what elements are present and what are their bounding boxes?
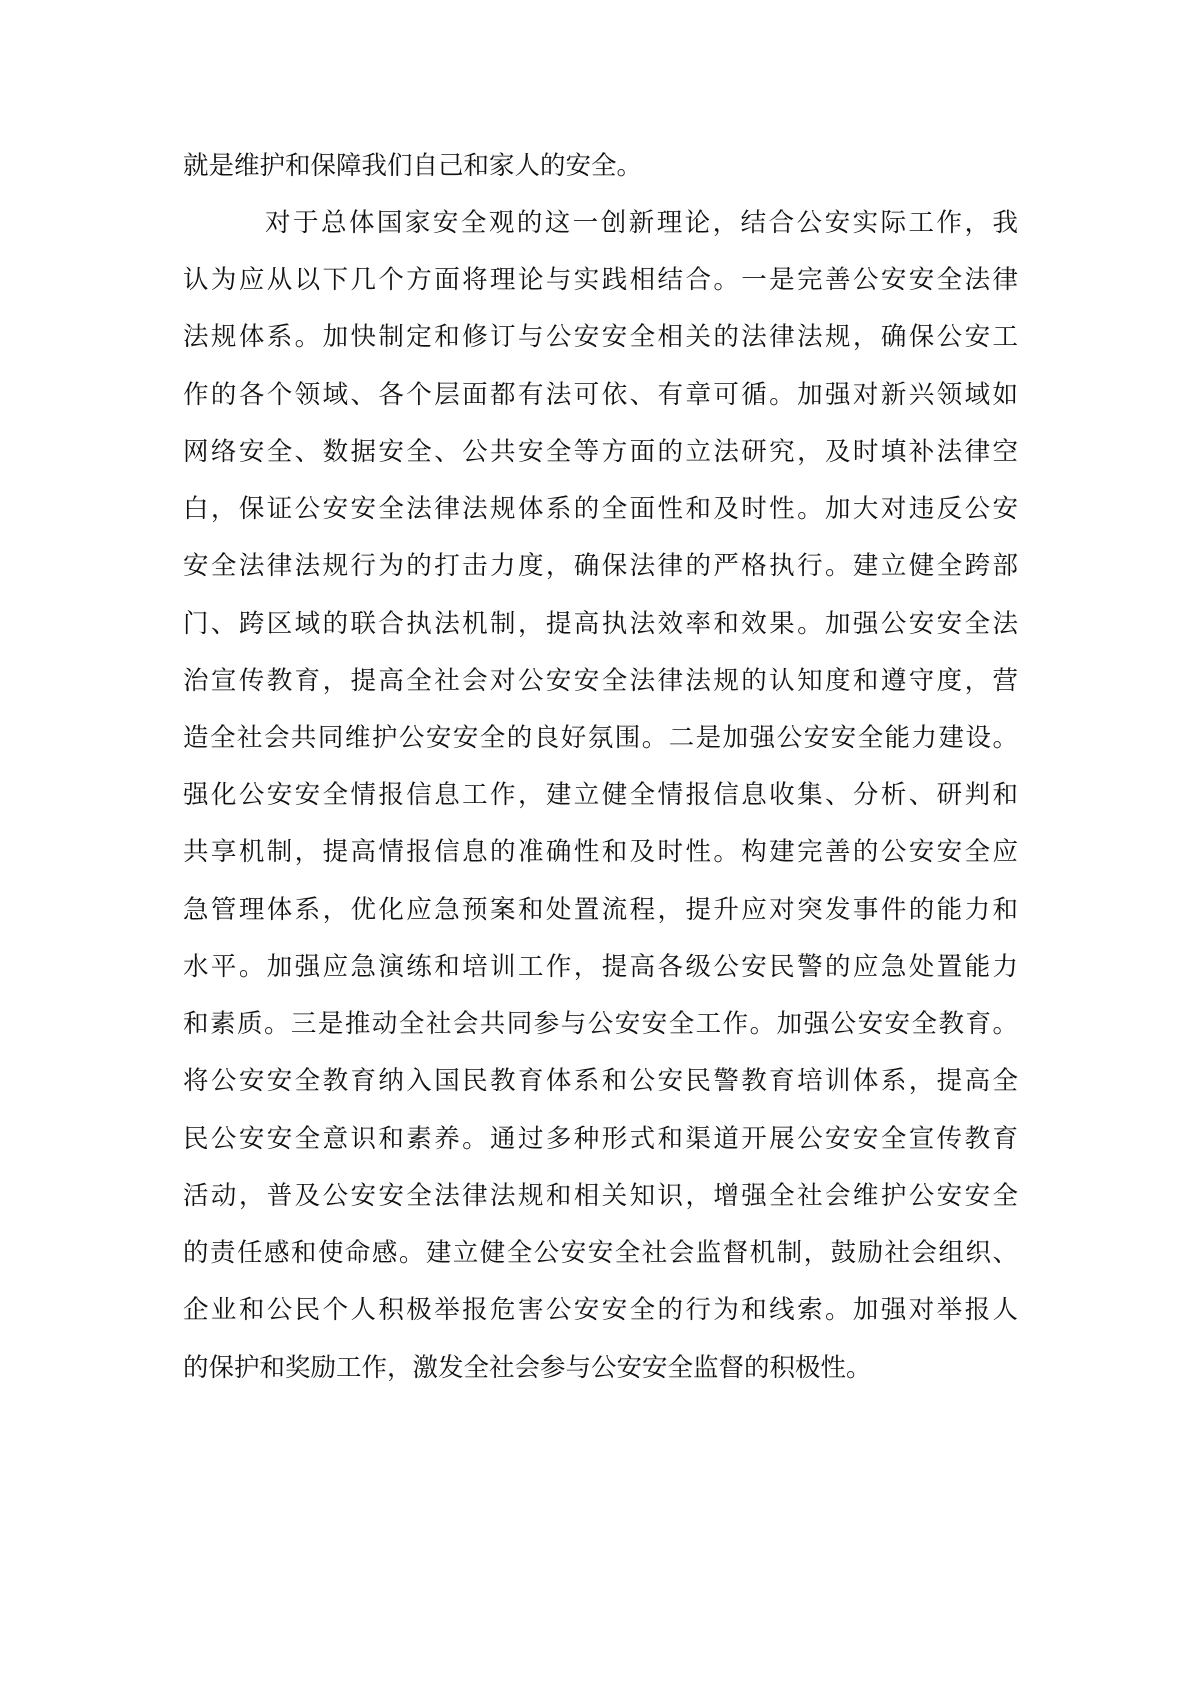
- text-line: 的责任感和使命感。建立健全公安安全社会监督机制，鼓励社会组织、: [183, 1238, 1018, 1268]
- text-line: 对于总体国家安全观的这一创新理论，结合公安实际工作，我: [265, 208, 1018, 238]
- text-line: 白，保证公安安全法律法规体系的全面性和及时性。加大对违反公安: [183, 494, 1018, 524]
- text-line: 企业和公民个人积极举报危害公安安全的行为和线索。加强对举报人: [183, 1295, 1018, 1325]
- text-line: 强化公安安全情报信息工作，建立健全情报信息收集、分析、研判和: [183, 780, 1018, 810]
- text-line: 造全社会共同维护公安安全的良好氛围。二是加强公安安全能力建设。: [183, 723, 1018, 753]
- text-line: 治宣传教育，提高全社会对公安安全法律法规的认知度和遵守度，营: [183, 666, 1018, 696]
- text-line: 急管理体系，优化应急预案和处置流程，提升应对突发事件的能力和: [183, 895, 1018, 925]
- text-line: 水平。加强应急演练和培训工作，提高各级公安民警的应急处置能力: [183, 952, 1018, 982]
- text-line: 安全法律法规行为的打击力度，确保法律的严格执行。建立健全跨部: [183, 551, 1018, 581]
- text-line: 就是维护和保障我们自己和家人的安全。: [183, 151, 643, 181]
- text-line: 法规体系。加快制定和修订与公安安全相关的法律法规，确保公安工: [183, 322, 1018, 352]
- text-line: 认为应从以下几个方面将理论与实践相结合。一是完善公安安全法律: [183, 265, 1018, 295]
- text-line: 门、跨区域的联合执法机制，提高执法效率和效果。加强公安安全法: [183, 609, 1018, 639]
- text-line: 民公安安全意识和素养。通过多种形式和渠道开展公安安全宣传教育: [183, 1124, 1018, 1154]
- text-line: 共享机制，提高情报信息的准确性和及时性。构建完善的公安安全应: [183, 837, 1018, 867]
- text-line: 活动，普及公安安全法律法规和相关知识，增强全社会维护公安安全: [183, 1181, 1018, 1211]
- text-line: 网络安全、数据安全、公共安全等方面的立法研究，及时填补法律空: [183, 437, 1018, 467]
- text-line: 作的各个领域、各个层面都有法可依、有章可循。加强对新兴领域如: [183, 380, 1018, 410]
- text-line: 和素质。三是推动全社会共同参与公安安全工作。加强公安安全教育。: [183, 1009, 1018, 1039]
- text-line: 将公安安全教育纳入国民教育体系和公安民警教育培训体系，提高全: [183, 1066, 1018, 1096]
- text-line: 的保护和奖励工作，激发全社会参与公安安全监督的积极性。: [183, 1353, 872, 1383]
